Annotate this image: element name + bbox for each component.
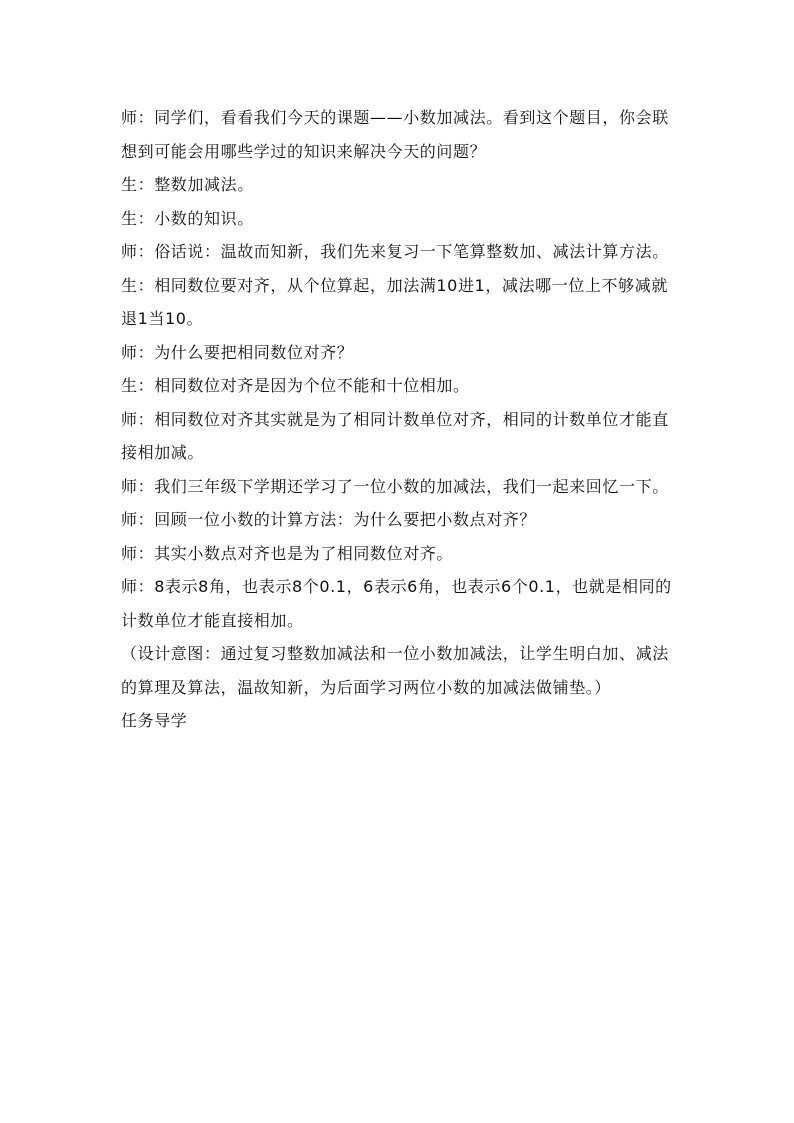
dialogue-paragraph: 师：回顾一位小数的计算方法：为什么要把小数点对齐？ — [121, 510, 537, 529]
dialogue-paragraph: 师：为什么要把相同数位对齐？ — [121, 342, 354, 362]
dialogue-paragraph: 师：俗话说：温故而知新，我们先来复习一下笔算整数加、减法计算方法。 — [121, 242, 669, 261]
design-intent-note: （设计意图：通过复习整数加减法和一位小数加减法，让学生明白加、减法的算理及算法，温故知新，为后面学习两位小数的加减法做铺垫。） — [121, 644, 669, 697]
dialogue-paragraph: 生：整数加减法。 — [121, 175, 254, 194]
dialogue-paragraph: 师：我们三年级下学期还学习了一位小数的加减法，我们一起来回忆一下。 — [121, 476, 669, 496]
dialogue-paragraph: 师：8表示8角，也表示8个0.1，6表示6角，也表示6个0.1，也就是相同的计数单位才能直接相加。 — [121, 577, 672, 630]
dialogue-paragraph: 师：相同数位对齐其实就是为了相同计数单位对齐，相同的计数单位才能直接相加减。 — [121, 409, 669, 462]
dialogue-paragraph: 师：其实小数点对齐也是为了相同数位对齐。 — [121, 543, 454, 563]
section-heading: 任务导学 — [121, 711, 188, 730]
dialogue-paragraph: 生：相同数位要对齐，从个位算起，加法满10进1，减法哪一位上不够减就退1当10。 — [121, 275, 668, 328]
dialogue-paragraph: 生：相同数位对齐是因为个位不能和十位相加。 — [121, 376, 470, 395]
dialogue-paragraph: 师：同学们，看看我们今天的课题——小数加减法。看到这个题目，你会联想到可能会用哪些学过的知识来解决今天的问题？ — [121, 108, 669, 161]
document-body — [121, 101, 681, 738]
dialogue-paragraph: 生：小数的知识。 — [121, 208, 254, 228]
